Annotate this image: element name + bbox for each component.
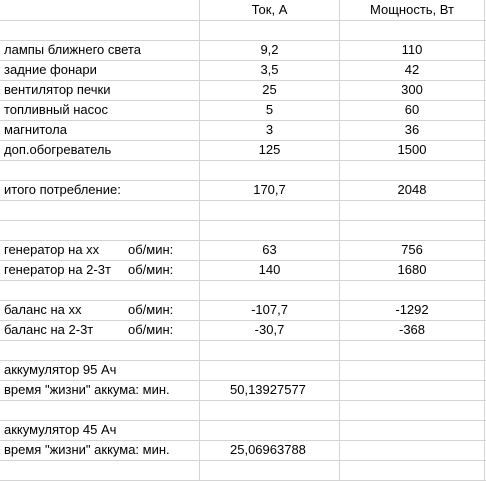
consumer-current[interactable]: 125 [258,142,281,157]
generator-label[interactable] [4,240,199,260]
consumer-name[interactable]: топливный насос [4,102,109,117]
total-power[interactable]: 2048 [397,182,427,197]
consumer-power[interactable]: 36 [404,122,420,137]
total-current[interactable]: 170,7 [253,182,286,197]
consumer-power[interactable]: 300 [401,82,423,97]
consumer-name[interactable]: вентилятор печки [4,82,111,97]
generator-mode-label: генератор на 2-3т [4,262,111,277]
rpm-unit: об/мин: [128,302,174,317]
consumer-power[interactable]: 60 [404,102,420,117]
rpm-unit: об/мин: [128,242,174,257]
battery-45-life-label[interactable]: время "жизни" аккума: мин. [4,442,170,457]
generator-label[interactable] [4,260,199,280]
consumer-name[interactable]: лампы ближнего света [4,42,141,57]
row-divider [0,200,486,201]
total-label[interactable]: итого потребление: [4,182,121,197]
consumer-power[interactable]: 110 [401,42,423,57]
generator-current[interactable]: 140 [258,262,281,277]
row-divider [0,400,486,401]
generator-current[interactable]: 63 [262,242,277,257]
consumer-name[interactable]: доп.обогреватель [4,142,112,157]
consumer-name[interactable]: магнитола [4,122,67,137]
header-current[interactable]: Ток, А [251,2,288,17]
consumer-current[interactable]: 3,5 [260,62,279,77]
consumer-name[interactable]: задние фонари [4,62,97,77]
generator-power[interactable]: 1680 [397,262,427,277]
header-power[interactable]: Мощность, Вт [370,2,454,17]
balance-current[interactable]: -107,7 [251,302,288,317]
battery-95-label[interactable]: аккумулятор 95 Ач [4,362,117,377]
generator-power[interactable]: 756 [401,242,423,257]
row-divider [0,280,486,281]
balance-label[interactable] [4,320,199,340]
consumer-current[interactable]: 3 [265,122,274,137]
consumer-power[interactable]: 42 [404,62,420,77]
battery-95-life-value[interactable]: 50,13927577 [230,382,306,397]
consumer-current[interactable]: 5 [265,102,274,117]
generator-mode-label: генератор на хх [4,242,100,257]
rpm-unit: об/мин: [128,322,174,337]
consumer-current[interactable]: 25 [262,82,277,97]
balance-power[interactable]: -368 [398,322,426,337]
balance-power[interactable]: -1292 [395,302,429,317]
balance-label[interactable] [4,300,199,320]
row-divider [0,20,486,21]
battery-45-life-value[interactable]: 25,06963788 [230,442,306,457]
battery-45-label[interactable]: аккумулятор 45 Ач [4,422,117,437]
rpm-unit: об/мин: [128,262,174,277]
row-divider [0,340,486,341]
battery-95-life-label[interactable]: время "жизни" аккума: мин. [4,382,170,397]
row-divider [0,220,486,221]
consumer-current[interactable]: 9,2 [260,42,279,57]
balance-current[interactable]: -30,7 [254,322,285,337]
balance-mode-label: баланс на хх [4,302,82,317]
row-divider [0,460,486,461]
consumer-power[interactable]: 1500 [397,142,427,157]
balance-mode-label: баланс на 2-3т [4,322,94,337]
row-divider [0,160,486,161]
